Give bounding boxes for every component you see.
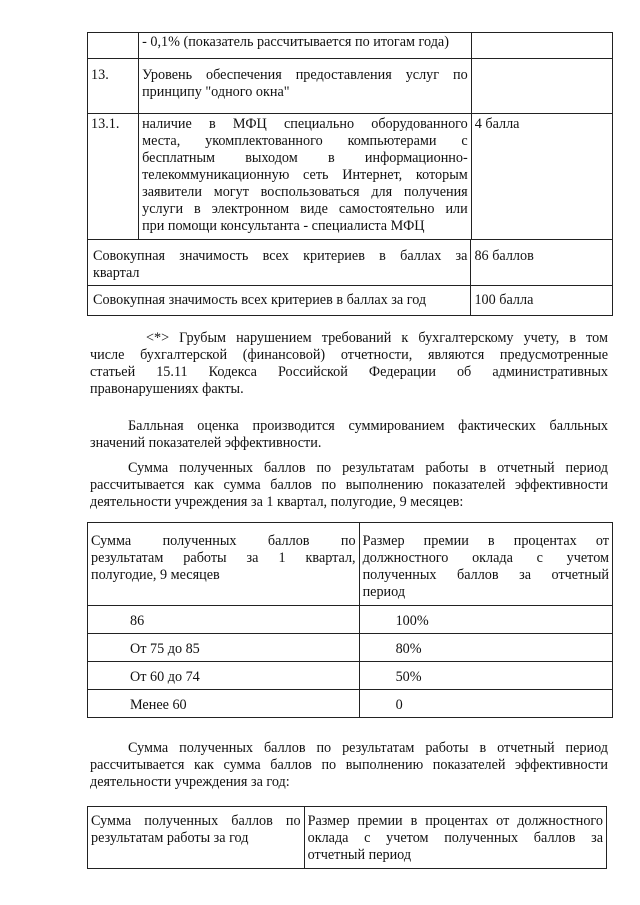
paragraph-year (90, 740, 608, 791)
table-header-cell: Сумма полученных баллов по результатам работы за 1 квартал, полугодие, 9 месяцев (88, 523, 360, 606)
paragraph-line: рассчитывается как сумма баллов по выполнению показателей эффективности (90, 477, 608, 493)
total-score: 100 балла (471, 286, 613, 316)
footnote-line: правонарушениях факты. (90, 381, 244, 397)
footnote-line: <*> Грубым нарушением требований к бухгалтерскому учету, в том (146, 330, 608, 346)
paragraph-line: значений показателей эффективности. (90, 435, 322, 451)
criteria-text-line: телекоммуникационную сеть Интернет, которым (142, 167, 468, 183)
table-header-row (88, 807, 607, 869)
table-header-row (88, 523, 613, 606)
table-row (88, 634, 613, 662)
table-row (88, 606, 613, 634)
percent-cell: 80% (359, 634, 612, 662)
total-label-line: квартал (93, 265, 140, 281)
paragraph-line: Сумма полученных баллов по результатам работы в отчетный период (128, 460, 608, 476)
criteria-text-line: принципу "одного окна" (142, 84, 290, 100)
table-row (88, 690, 613, 718)
table-row (88, 662, 613, 690)
range-cell: 86 (88, 606, 360, 634)
footnote (90, 330, 608, 398)
range-cell: От 75 до 85 (88, 634, 360, 662)
paragraph-line: рассчитывается как сумма баллов по выполнению показателей эффективности (90, 757, 608, 773)
criteria-text-line: при помощи консультанта - специалиста МФЦ (142, 218, 425, 234)
percent-cell: 50% (359, 662, 612, 690)
total-label-line: Совокупная значимость всех критериев в баллах за (93, 248, 468, 264)
range-cell: Менее 60 (88, 690, 360, 718)
paragraph-line: Сумма полученных баллов по результатам работы в отчетный период (128, 740, 608, 756)
paragraph-line: Балльная оценка производится суммированием фактических балльных (128, 418, 608, 434)
paragraph-line: деятельности учреждения за год: (90, 774, 290, 790)
paragraph-line: деятельности учреждения за 1 квартал, полугодие, 9 месяцев: (90, 494, 464, 510)
total-score: 86 баллов (471, 240, 613, 286)
footnote-line: статьей 15.11 Кодекса Российской Федерации об административных (90, 364, 608, 380)
criteria-text-line: наличие в МФЦ специально оборудованного (142, 116, 468, 132)
criteria-text-line: Уровень обеспечения предоставления услуг по (142, 67, 468, 83)
table-header-cell: Размер премии в процентах от должностного оклада с учетом полученных баллов за отчетный период (304, 807, 606, 869)
criteria-text-line: заявители могут воспользоваться для получения (142, 184, 468, 200)
criteria-score: 4 балла (471, 114, 612, 240)
criteria-row-13-1 (87, 113, 613, 240)
table-header-cell: Размер премии в процентах от должностного оклада с учетом полученных баллов за отчетный период (359, 523, 612, 606)
paragraph-scoring (90, 418, 608, 452)
percent-cell: 100% (359, 606, 612, 634)
total-label: Совокупная значимость всех критериев в баллах за год (88, 286, 471, 316)
paragraph-quarter (90, 460, 608, 511)
criteria-row-0 (87, 32, 613, 59)
criteria-row-13 (87, 58, 613, 114)
quarter-bonus-table (87, 522, 613, 718)
total-quarter-row (87, 239, 613, 286)
percent-cell: 0 (359, 690, 612, 718)
year-bonus-table (87, 806, 607, 869)
table-header-cell: Сумма полученных баллов по результатам работы за год (88, 807, 305, 869)
criteria-text-line: бесплатным выходом в информационно- (142, 150, 468, 166)
footnote-line: числе бухгалтерской (финансовой) отчетности, являются предусмотренные (90, 347, 608, 363)
total-year-row (87, 285, 613, 316)
criteria-text-line: места, укомплектованного компьютерами с (142, 133, 468, 149)
criteria-text-line: услуги в электронном виде самостоятельно или (142, 201, 468, 217)
criteria-num: 13.1. (88, 114, 139, 240)
range-cell: От 60 до 74 (88, 662, 360, 690)
criteria-num: 13. (88, 59, 139, 114)
criteria-text: - 0,1% (показатель рассчитывается по итогам года) (139, 33, 472, 59)
